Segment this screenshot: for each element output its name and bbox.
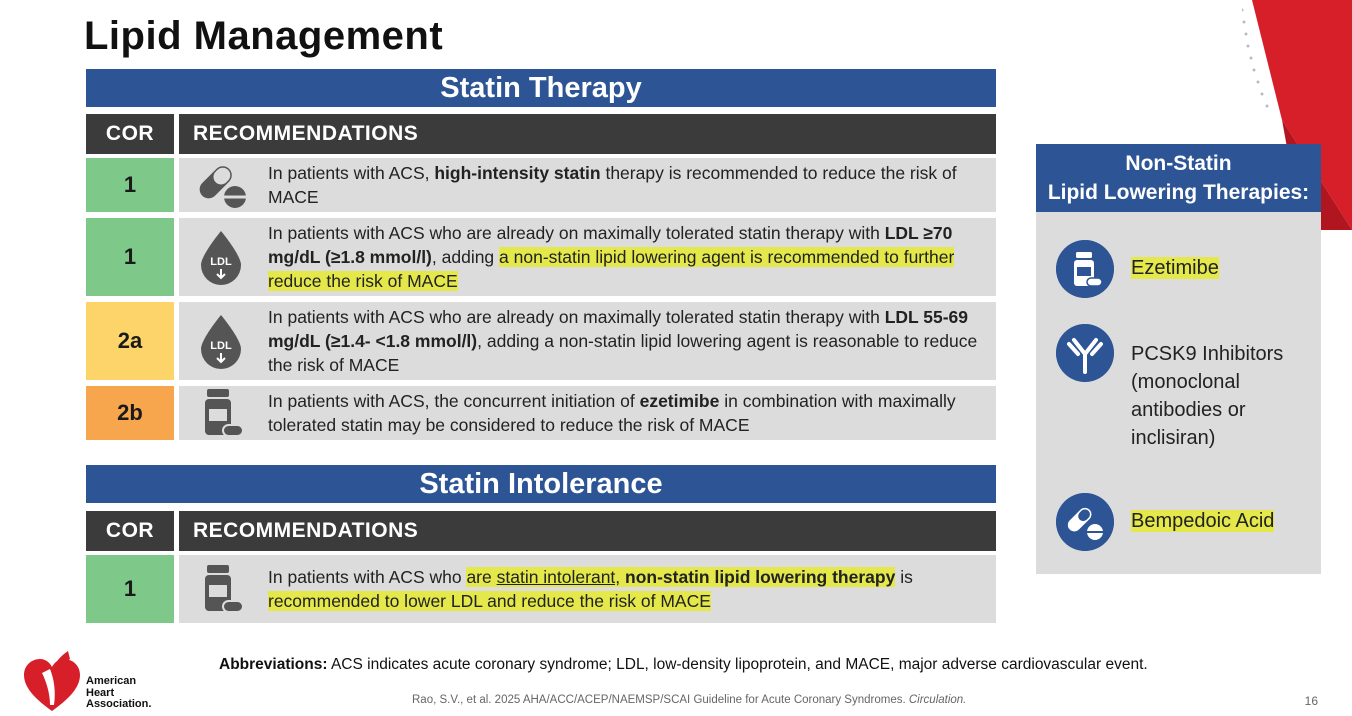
svg-text:LDL: LDL [210,340,232,352]
cor-column-header: COR [86,114,174,154]
recommendation-text: In patients with ACS who are statin intolerant, non-statin lipid lowering therapy is recommended to lower LDL and reduce the risk of MACE [268,567,913,611]
abbreviations-note: Abbreviations: ACS indicates acute coronary syndrome; LDL, low-density lipoprotein, and MACE, major adverse cardiovascular event. [219,656,1148,673]
recommendation-text: In patients with ACS who are already on maximally tolerated statin therapy with LDL ≥70 mg/dL (≥1.8 mmol/l), adding a non-statin lipid lowering agent is recommended to further reduce the risk of MACE [268,223,955,291]
medicine-bottle-icon [193,385,249,441]
statin-therapy-heading: Statin Therapy [86,69,996,107]
medicine-bottle-icon [193,561,249,617]
antibody-icon [1056,324,1114,382]
recommendation-row [86,158,996,212]
therapy-label: Bempedoic Acid [1131,510,1275,532]
recommendation-text: In patients with ACS, high-intensity statin therapy is recommended to reduce the risk of MACE [268,163,957,207]
citation: Rao, S.V., et al. 2025 AHA/ACC/ACEP/NAEMSP/SCAI Guideline for Acute Coronary Syndromes. Circulation. [412,694,967,706]
svg-text:LDL: LDL [210,256,232,268]
recommendation-row [86,302,996,380]
ldl-drop-icon [193,313,249,369]
medicine-bottle-icon [1056,240,1114,298]
recommendation-cell [179,158,996,212]
recommendations-column-header: RECOMMENDATIONS [179,511,996,551]
cor-badge: 1 [86,555,174,623]
aha-logo-text: American Heart Association. [86,675,152,710]
recommendation-cell [179,302,996,380]
side-panel-heading: Non-Statin Lipid Lowering Therapies: [1036,144,1321,212]
recommendation-cell [179,218,996,296]
page-title: Lipid Management [84,14,444,58]
pill-capsule-icon [193,157,249,213]
cor-badge: 1 [86,218,174,296]
statin-intolerance-heading: Statin Intolerance [86,465,996,503]
pill-capsule-icon [1056,493,1114,551]
recommendation-text: In patients with ACS who are already on maximally tolerated statin therapy with LDL 55-69 mg/dL (≥1.4- <1.8 mmol/l), adding a non-statin lipid lowering agent is reasonable to reduce the risk of MACE [268,307,978,375]
recommendation-row [86,555,996,623]
recommendations-column-header: RECOMMENDATIONS [179,114,996,154]
recommendation-row [86,218,996,296]
recommendation-text: In patients with ACS, the concurrent initiation of ezetimibe in combination with maximally tolerated statin may be considered to reduce the risk of MACE [268,391,956,435]
cor-column-header: COR [86,511,174,551]
therapy-label: Ezetimibe [1131,257,1219,279]
non-statin-therapies-panel [1036,144,1321,574]
cor-badge: 1 [86,158,174,212]
ldl-drop-icon [193,229,249,285]
cor-badge: 2b [86,386,174,440]
recommendation-cell [179,386,996,440]
therapy-label: PCSK9 Inhibitors (monoclonal antibodies or inclisiran) [1131,343,1284,449]
page-number: 16 [1304,694,1318,708]
recommendation-row [86,386,996,440]
cor-badge: 2a [86,302,174,380]
recommendation-cell [179,555,996,623]
